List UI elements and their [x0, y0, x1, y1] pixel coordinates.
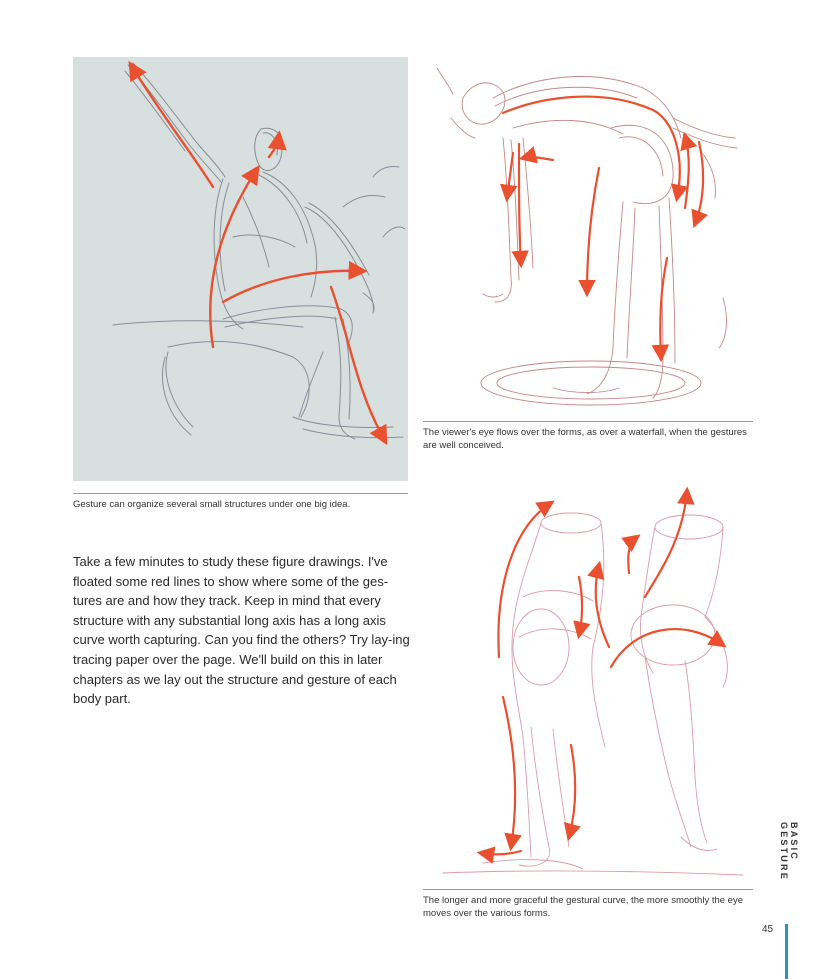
- caption-divider: [73, 493, 408, 494]
- running-head: [779, 822, 799, 922]
- seated-figure-sketch: [73, 57, 408, 481]
- figure-caption: Gesture can organize several small structures under one big idea.: [73, 499, 351, 510]
- page-accent-bar: [785, 924, 788, 979]
- figure-caption: The longer and more graceful the gestural curve, the more smoothly the eye moves over the various forms.: [423, 895, 744, 919]
- page-number: 45: [762, 924, 774, 935]
- leg-studies-sketch: [423, 477, 753, 885]
- leg-studies-drawing: [423, 477, 753, 885]
- bending-figure-sketch: [423, 58, 753, 413]
- bending-figure-drawing: [423, 58, 753, 413]
- figure-caption: The viewer's eye flows over the forms, as over a waterfall, when the gestures are well conceived.: [423, 427, 747, 451]
- running-head-text: BASIC GESTURE: [779, 822, 799, 881]
- caption-divider: [423, 421, 753, 422]
- seated-figure-drawing: [73, 57, 408, 481]
- caption-divider: [423, 889, 753, 890]
- body-paragraph: Take a few minutes to study these figure drawings. I've floated some red lines to show where some of the ges-tures are and how they track. Keep in mind that every structure with any substantial long axis has a long axis curve worth capturing. Can you find the others? Try lay-ing tracing paper over the page. We'll build on this in later chapters as we lay out the structure and gesture of each body part.: [73, 554, 410, 707]
